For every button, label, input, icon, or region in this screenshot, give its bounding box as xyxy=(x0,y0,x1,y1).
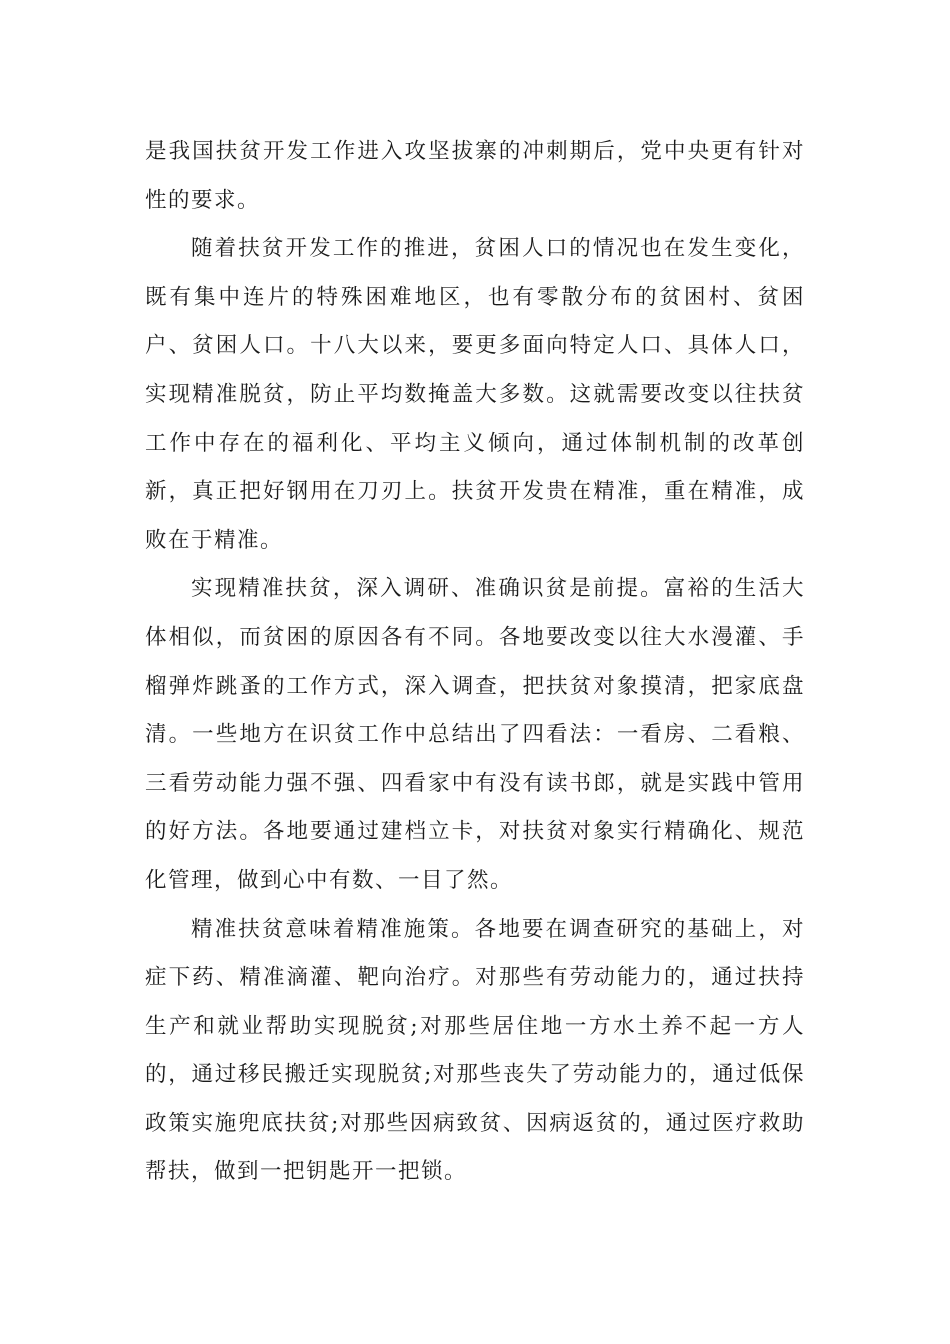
body-text xyxy=(145,128,805,1197)
paragraph-continuation: 是我国扶贫开发工作进入攻坚拔寨的冲刺期后，党中央更有针对性的要求。 xyxy=(145,139,805,213)
paragraph-targeted-measures: 精准扶贫意味着精准施策。各地要在调查研究的基础上，对症下药、精准滴灌、靶向治疗。对那些有劳动能力的，通过扶持生产和就业帮助实现脱贫;对那些居住地一方水土养不起一方人的，通过移民搬迁实现脱贫;对那些丧失了劳动能力的，通过低保政策实施兜底扶贫;对那些因病致贫、因病返贫的，通过医疗救助帮扶，做到一把钥匙开一把锁。 xyxy=(145,916,805,1185)
paragraph-identify-poverty: 实现精准扶贫，深入调研、准确识贫是前提。富裕的生活大体相似，而贫困的原因各有不同。各地要改变以往大水漫灌、手榴弹炸跳蚤的工作方式，深入调查，把扶贫对象摸清，把家底盘清。一些地方在识贫工作中总结出了四看法：一看房、二看粮、三看劳动能力强不强、四看家中有没有读书郎，就是实践中管用的好方法。各地要通过建档立卡，对扶贫对象实行精确化、规范化管理，做到心中有数、一目了然。 xyxy=(145,576,805,893)
paragraph-population-changes: 随着扶贫开发工作的推进，贫困人口的情况也在发生变化，既有集中连片的特殊困难地区，也有零散分布的贫困村、贫困户、贫困人口。十八大以来，要更多面向特定人口、具体人口，实现精准脱贫，防止平均数掩盖大多数。这就需要改变以往扶贫工作中存在的福利化、平均主义倾向，通过体制机制的改革创新，真正把好钢用在刀刃上。扶贫开发贵在精准，重在精准，成败在于精准。 xyxy=(145,236,805,553)
